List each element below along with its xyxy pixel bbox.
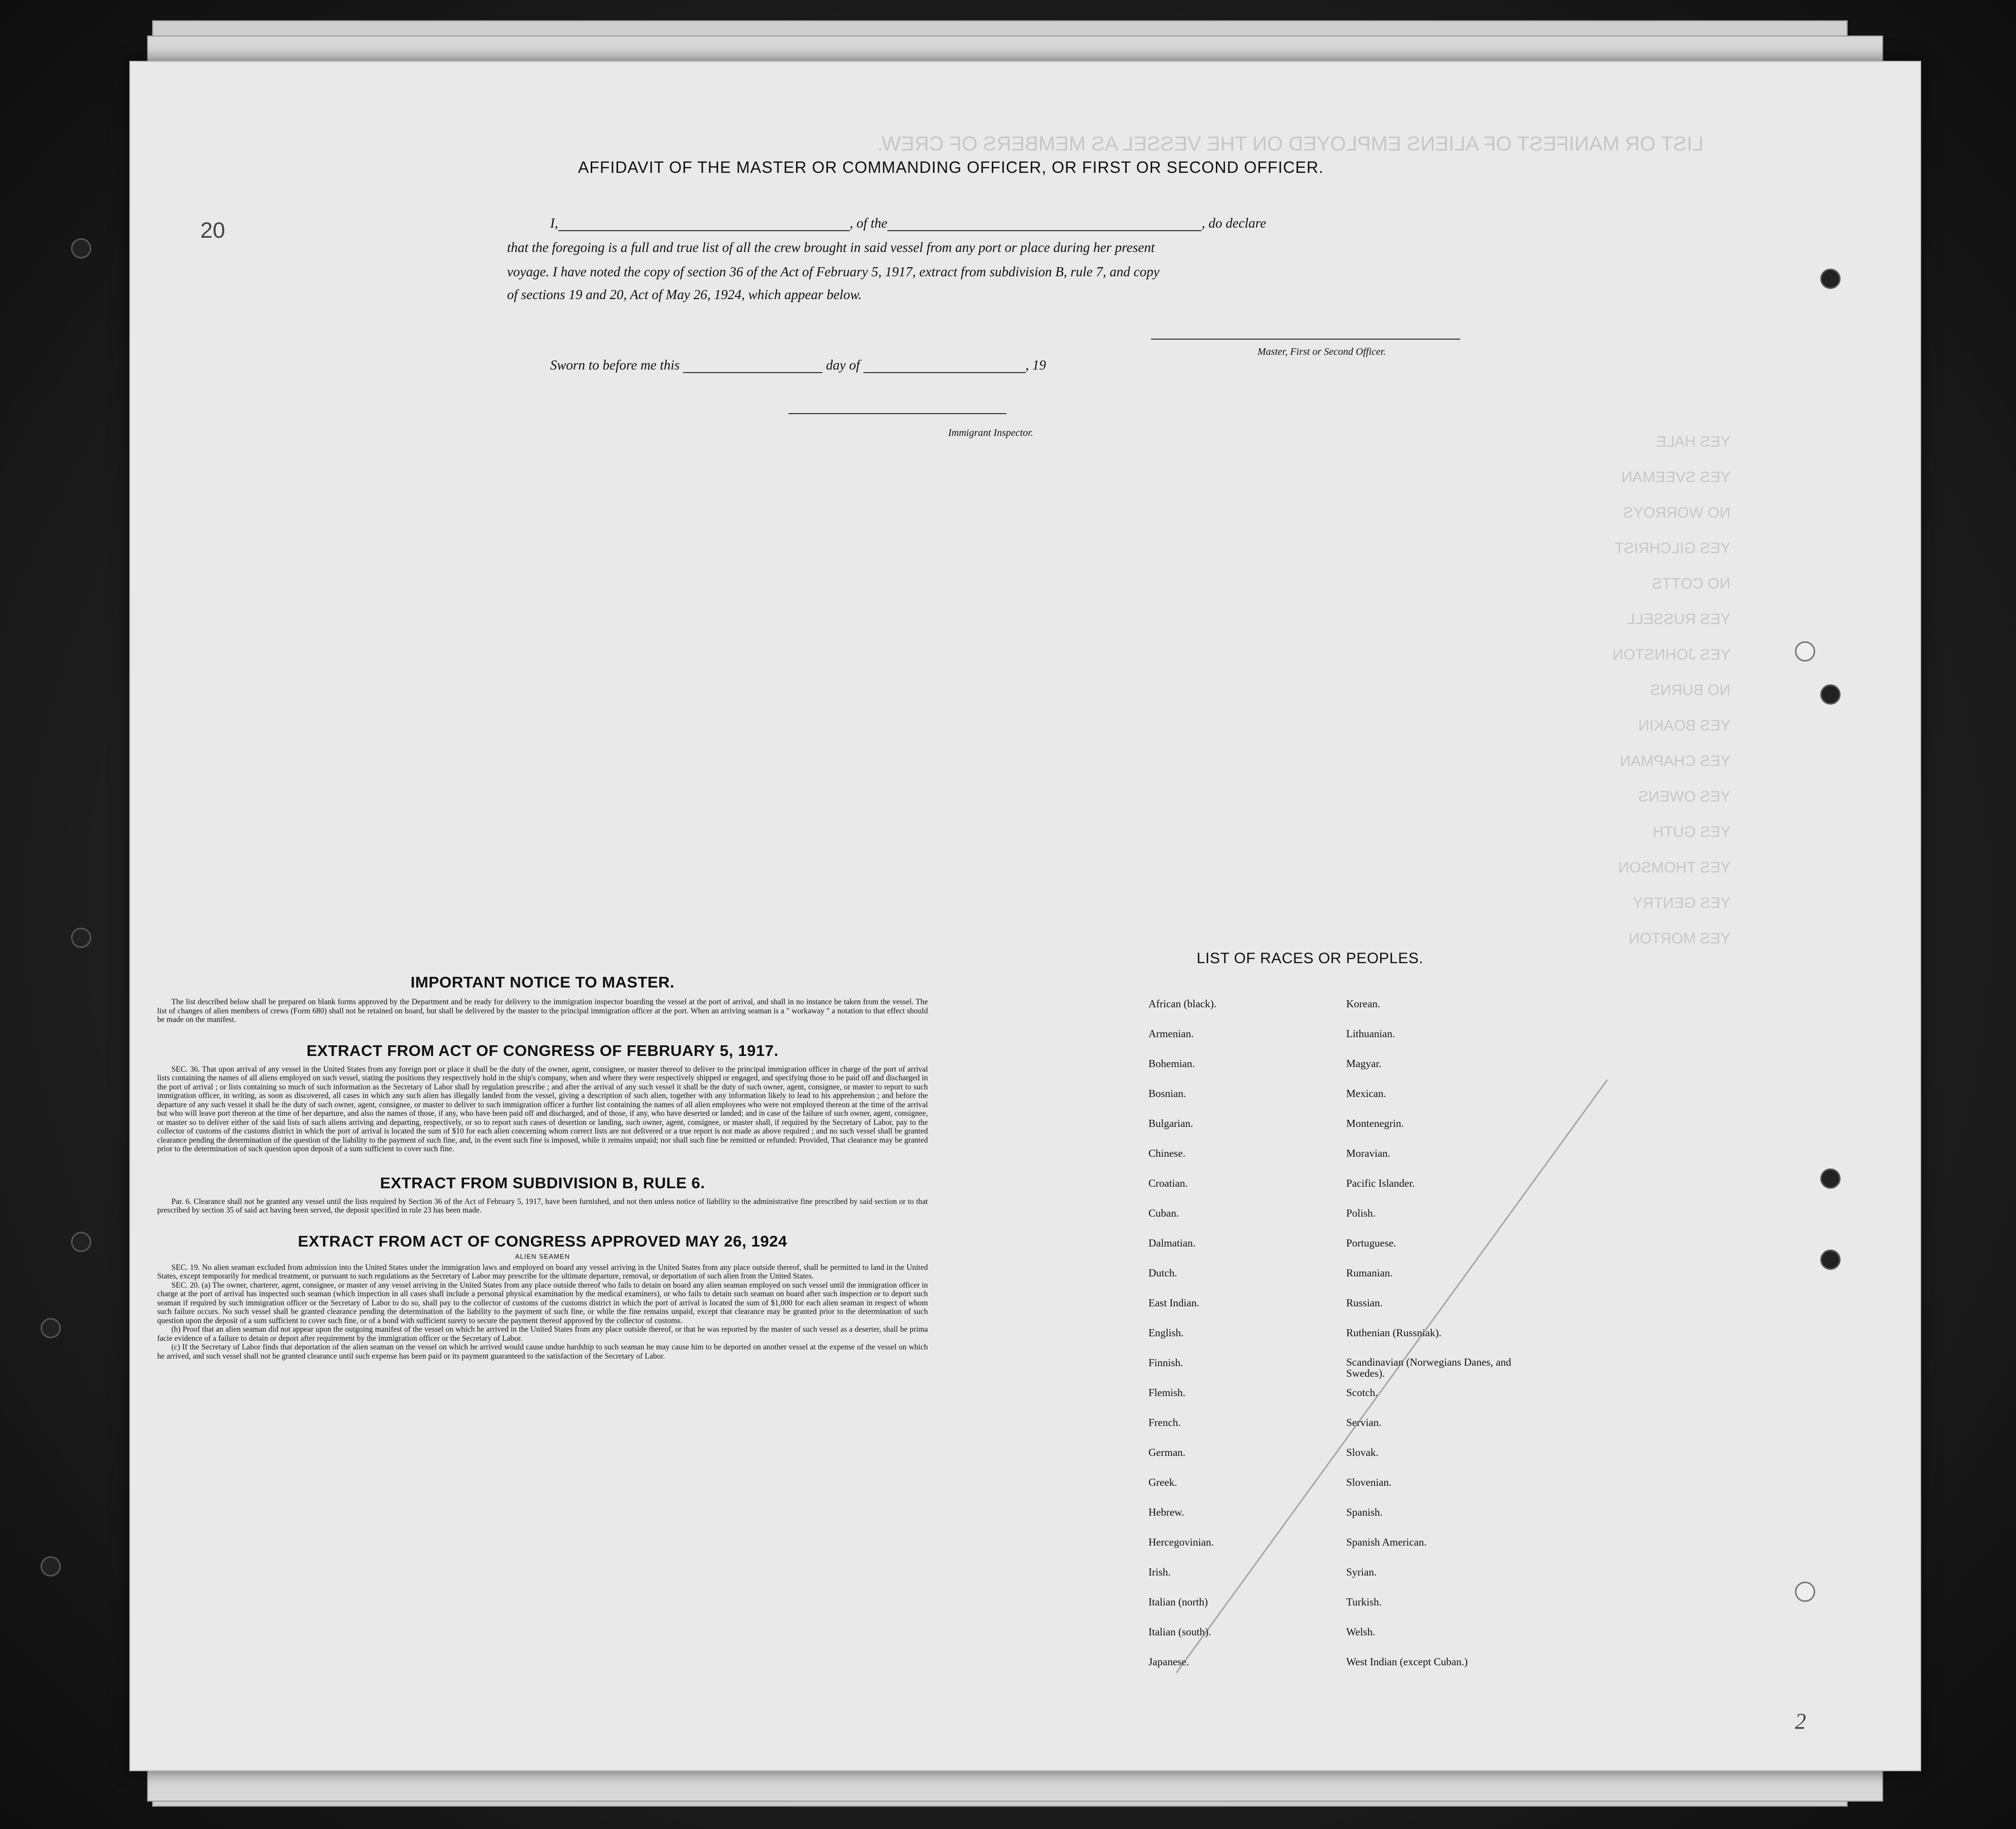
ghost-row: YES GUTH (1652, 824, 1731, 840)
race-right: Mexican. (1346, 1087, 1386, 1100)
sworn-text: Sworn to before me this (550, 357, 680, 373)
binder-hole (1820, 269, 1841, 289)
notice-title: IMPORTANT NOTICE TO MASTER. (410, 973, 675, 991)
ghost-row: NO COTTS (1651, 575, 1731, 592)
race-right: Pacific Islander. (1346, 1177, 1415, 1189)
race-left: Armenian. (1148, 1028, 1194, 1040)
race-right: Servian. (1346, 1416, 1382, 1429)
race-left: African (black). (1148, 998, 1217, 1010)
race-right: Russian. (1346, 1297, 1383, 1309)
affidavit-declare: , do declare (1202, 215, 1267, 231)
sworn-day-blank (683, 372, 822, 373)
master-label: Master, First or Second Officer. (1257, 346, 1386, 357)
race-right: Korean. (1346, 998, 1381, 1010)
ghost-row: YES MORTON (1629, 930, 1731, 947)
ghost-row: YES CHAPMAN (1619, 753, 1731, 770)
ghost-row: NO WORROYS (1623, 504, 1731, 521)
race-left: Dalmatian. (1148, 1237, 1196, 1249)
race-left: Irish. (1148, 1566, 1171, 1578)
race-right: Scotch. (1346, 1386, 1378, 1399)
ghost-rows (1612, 433, 1731, 966)
race-left: Bosnian. (1148, 1087, 1186, 1100)
races-title: LIST OF RACES OR PEOPLES. (1197, 950, 1424, 967)
race-right: Ruthenian (Russniak). (1346, 1327, 1442, 1339)
race-left: East Indian. (1148, 1297, 1200, 1309)
binder-hole (1820, 1168, 1841, 1189)
ghost-row: YES OWENS (1638, 788, 1731, 805)
inspector-signature-line (788, 413, 1006, 414)
race-left: Finnish. (1148, 1357, 1183, 1369)
race-left: French. (1148, 1416, 1181, 1429)
ghost-row: YES BOAKIN (1638, 717, 1731, 734)
race-left: Italian (south). (1148, 1626, 1211, 1638)
race-right: Welsh. (1346, 1626, 1376, 1638)
ghost-title: LIST OR MANIFEST OF ALIENS EMPLOYED ON THE VESSEL AS MEMBERS OF CREW. (877, 133, 1704, 155)
pen-stroke (1166, 1075, 1623, 1683)
race-right: Slovak. (1346, 1446, 1379, 1458)
race-right: Rumanian. (1346, 1267, 1393, 1279)
race-left: Italian (north) (1148, 1596, 1208, 1608)
act-1924-sec20a: SEC. 20. (a) The owner, charterer, agent, consignee, or master of any vessel arriving in the United States from any place outside thereof who fails to detain on board any alien seaman employed on such vessel until the immigration officer in charge at the port of arrival has inspected such seaman (which inspection in all cases shall include a personal physical examination by the medical examiners), or who fails to detain such seaman on board after such inspection or to deport such seaman if required by such immigration officer or the Secretary of Labor to do so, shall pay to the collector of customs of the customs district in which the port of arrival is located the sum of $1,000 for each alien seaman in respect of whom such failure occurs. No such vessel shall be granted clearance pending the determination of the liability to the payment of such fine, or while the fine remains unpaid, except that clearance may be granted prior to the determination of such question upon the deposit of a sum sufficient to cover such fine, or of a bond with sufficient surety to secure the payment thereof approved by the collector of customs. (157, 1281, 928, 1325)
act-1924-sec20b: (b) Proof that an alien seaman did not appear upon the outgoing manifest of the vessel on which he arrived in the United States from any place outside thereof, or that he was reported by the master of such vessel as a deserter, shall be prima facie evidence of a failure to detain or deport after requirement by the immigration officer or the Secretary of Labor. (157, 1325, 928, 1343)
corner-mark: 2 (1795, 1709, 1806, 1734)
binder-hole (1820, 1250, 1841, 1270)
race-right: Spanish. (1346, 1506, 1383, 1518)
ghost-row: YES THOMSON (1618, 859, 1731, 876)
affidavit-i: I, (550, 215, 558, 231)
race-left: Croatian. (1148, 1177, 1188, 1189)
race-left: Cuban. (1148, 1207, 1179, 1219)
race-row (1148, 1028, 1554, 1057)
binder-hole (71, 238, 91, 259)
race-right: Moravian. (1346, 1147, 1390, 1159)
ghost-row: YES JOHNSTON (1612, 646, 1731, 663)
ghost-row: YES GILCHRIST (1614, 540, 1731, 557)
race-left: English. (1148, 1327, 1184, 1339)
race-left: Japanese. (1148, 1656, 1189, 1668)
act-1924-subtitle: ALIEN SEAMEN (515, 1252, 570, 1260)
affidavit-line-3: voyage. I have noted the copy of section 36 of the Act of February 5, 1917, extract from subdivision B, rule 7, and copy (507, 264, 1160, 279)
race-left: Hebrew. (1148, 1506, 1184, 1518)
race-right: Syrian. (1346, 1566, 1377, 1578)
sworn-day-of: day of (826, 357, 860, 373)
affidavit-line-1 (550, 215, 1266, 231)
ghost-row: YES RUSSELL (1626, 611, 1731, 628)
binder-hole (1795, 1582, 1815, 1602)
binder-hole (41, 1556, 61, 1577)
race-right: Montenegrin. (1346, 1117, 1404, 1129)
race-left: Bulgarian. (1148, 1117, 1194, 1129)
affidavit-title: AFFIDAVIT OF THE MASTER OR COMMANDING OFFICER, OR FIRST OR SECOND OFFICER. (578, 158, 1324, 176)
race-left: German. (1148, 1446, 1185, 1458)
race-right: Spanish American. (1346, 1536, 1427, 1548)
inspector-label: Immigrant Inspector. (948, 427, 1033, 438)
binder-hole (71, 1232, 91, 1252)
act-1924-sec20c: (c) If the Secretary of Labor finds that deportation of the alien seaman on the vessel on which he arrived would cause undue hardship to such seaman he may cause him to be deported on another vessel at the expense of the vessel on which he arrived, and such vessel shall not be granted clearance until such expense has been paid or its payment guaranteed to the satisfaction of the Secretary of Labor. (157, 1343, 928, 1361)
master-signature-line (1151, 339, 1460, 340)
act-1924-sec19: SEC. 19. No alien seaman excluded from admission into the United States under the immigration laws and employed on board any vessel arriving in the United States from any place outside thereof, shall be permitted to land in the United States, except temporarily for medical treatment, or pursuant to such regulations as the Secretary of Labor may prescribe for the ultimate departure, removal, or deportation of such alien from the United States. (157, 1263, 928, 1281)
ghost-row: YES HALE (1656, 433, 1731, 450)
ghost-row: NO BURNS (1650, 682, 1731, 699)
sworn-month-blank (863, 372, 1026, 373)
race-right: Portuguese. (1346, 1237, 1396, 1249)
race-left: Greek. (1148, 1476, 1177, 1488)
affidavit-line-2: that the foregoing is a full and true list of all the crew brought in said vessel from any port or place during her present (507, 240, 1155, 255)
affidavit-line-4: of sections 19 and 20, Act of May 26, 1924, which appear below. (507, 287, 862, 302)
vessel-blank (887, 230, 1202, 231)
affidavit-of-the: , of the (849, 215, 887, 231)
name-blank (558, 230, 850, 231)
race-right: Magyar. (1346, 1057, 1382, 1070)
binder-hole (1795, 641, 1815, 662)
race-right: Turkish. (1346, 1596, 1382, 1608)
act-1917-title: EXTRACT FROM ACT OF CONGRESS OF FEBRUARY 5, 1917. (306, 1041, 779, 1059)
race-right: Scandinavian (Norwegians Danes, and Swedes). (1346, 1356, 1511, 1379)
race-left: Chinese. (1148, 1147, 1185, 1159)
race-right: Slovenian. (1346, 1476, 1392, 1488)
ghost-row: YES GENTRY (1632, 895, 1731, 911)
race-left: Hercegovinian. (1148, 1536, 1214, 1548)
left-column (157, 973, 928, 1361)
race-left: Dutch. (1148, 1267, 1177, 1279)
race-left: Flemish. (1148, 1386, 1185, 1399)
race-right: Polish. (1346, 1207, 1376, 1219)
notice-text: The list described below shall be prepared on blank forms approved by the Department and be ready for delivery to the immigration inspector boarding the vessel at the port of arrival, and shall in no instance be taken from the vessel. The list of changes of alien members of crews (Form 680) shall not be retained on board, but shall be delivered by the master to the principal immigration officer at the port. When an arriving seaman is a " workaway " a notation to that effect should be made on the manifest. (157, 998, 928, 1024)
act-1917-text: SEC. 36. That upon arrival of any vessel in the United States from any foreign port or place it shall be the duty of the owner, agent, consignee, or master thereof to deliver to the principal immigration officer in charge of the port of arrival lists containing the names of all aliens employed on such vessel, stating the positions they respectively hold in the ship's company, when and where they were respectively shipped or engaged, and specifying those to be paid off and discharged in the port of arrival ; or lists containing so much of such information as the Secretary of Labor shall by regulation prescribe ; and after the arrival of any such vessel it shall be the duty of such owner, agent, consignee, or master to report to such immigration officer, in writing, as soon as discovered, all cases in which any such alien has illegally landed from the vessel, giving a description of such alien, together with any information likely to lead to his apprehension ; and before the departure of any such vessel it shall be the duty of such owner, agent, consignee, or master to deliver to such immigration officer a further list containing the names of all alien employees who were not employed thereon at the time of the arrival but who will leave port thereon at the time of her departure, and also the names of those, if any, who have been paid off and discharged, and of those, if any, who have deserted or landed; and in case of the failure of such owner, agent, consignee, or master so to deliver either of the said lists of such aliens arriving and departing, respectively, or so to report such cases of desertion or landing, such owner, agent, consignee, or master shall, if required by the Secretary of Labor, pay to the collector of customs of the customs district in which the port of arrival is located the sum of $10 for each alien concerning whom correct lists are not delivered or a true report is not made as above required ; and no such vessel shall be granted clearance pending the determination of the question of the liability to the payment of such fine, and, in the event such fine is imposed, while it remains unpaid; nor shall such fine be remitted or refunded: Provided, That clearance may be granted prior to the determination of such question upon deposit of a sum sufficient to cover such fine. (157, 1065, 928, 1153)
act-1924-title: EXTRACT FROM ACT OF CONGRESS APPROVED MAY 26, 1924 (298, 1232, 787, 1250)
binder-hole (1820, 684, 1841, 705)
binder-hole (41, 1318, 61, 1338)
race-right: West Indian (except Cuban.) (1346, 1656, 1468, 1668)
ghost-row: YES SVEEMAN (1621, 469, 1731, 486)
rule-6-text: Par. 6. Clearance shall not be granted any vessel until the lists required by Section 36 of the Act of February 5, 1917, have been furnished, and not then unless notice of liability to the administrative fine prescribed by said section or to that prescribed by section 35 of said act having been served, the deposit specified in rule 23 has been made. (157, 1197, 928, 1215)
race-left: Bohemian. (1148, 1057, 1195, 1070)
page-number-mark: 20 (200, 218, 225, 243)
sworn-line (550, 357, 1046, 373)
race-row (1148, 998, 1554, 1028)
rule-6-title: EXTRACT FROM SUBDIVISION B, RULE 6. (380, 1174, 705, 1192)
sworn-year: , 19 (1025, 357, 1046, 373)
race-right: Lithuanian. (1346, 1028, 1395, 1040)
binder-hole (71, 928, 91, 948)
